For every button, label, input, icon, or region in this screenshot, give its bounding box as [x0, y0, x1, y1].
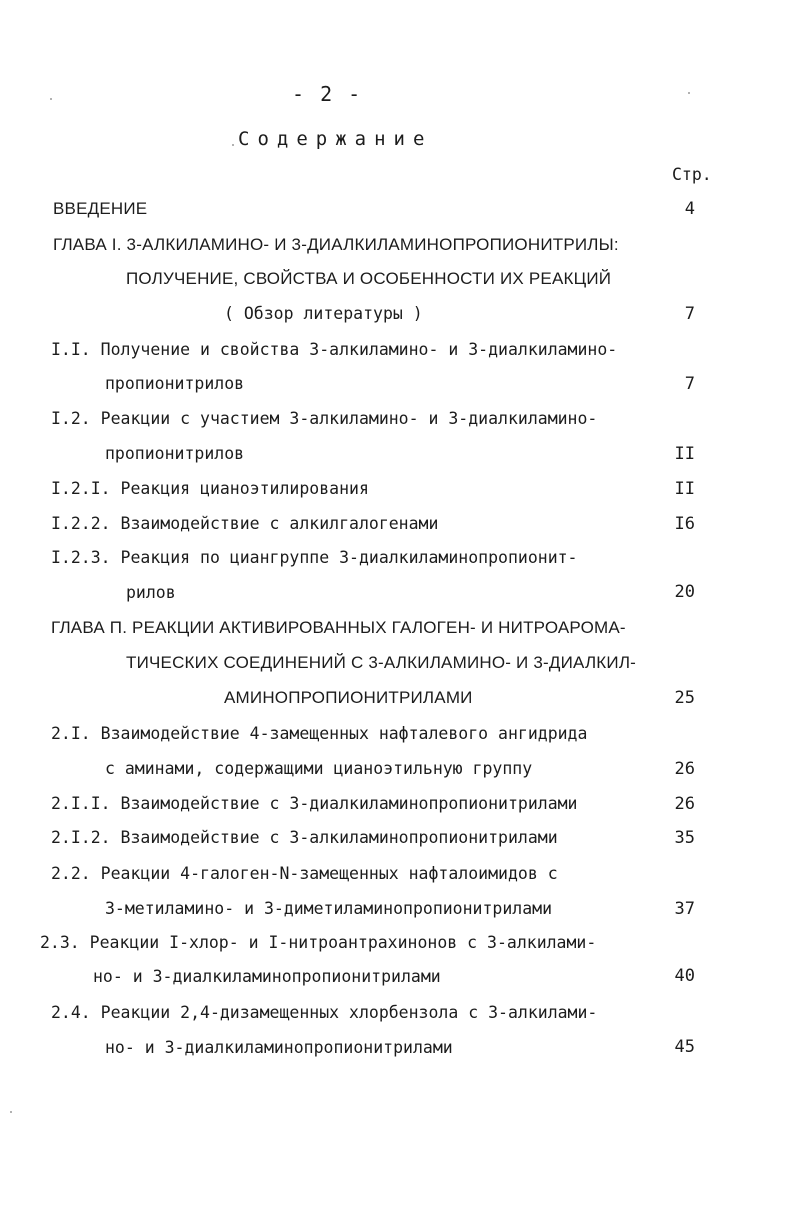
toc-entry-text: 2.2. Реакции 4-галоген-N-замещенных нафталоимидов с: [51, 864, 558, 883]
scan-speck: [688, 92, 690, 94]
toc-entry-text: ВВЕДЕНИЕ: [53, 199, 148, 218]
toc-entry-text: 3-метиламино- и 3-диметиламинопропионитрилами: [105, 899, 553, 918]
toc-entry-page: 25: [674, 688, 695, 708]
toc-entry-page: 26: [674, 759, 695, 779]
toc-entry-page: 26: [674, 794, 695, 814]
toc-entry-page: II: [674, 479, 695, 499]
toc-entry-text: I.2. Реакции с участием 3-алкиламино- и 3-диалкиламино-: [51, 409, 598, 428]
toc-entry-text: ТИЧЕСКИХ СОЕДИНЕНИЙ С 3-АЛКИЛАМИНО- И 3-ДИАЛКИЛ-: [126, 653, 637, 672]
scan-speck: [10, 1111, 12, 1113]
toc-entry-page: 40: [674, 966, 695, 986]
toc-entry-text: АМИНОПРОПИОНИТРИЛАМИ: [224, 688, 473, 707]
toc-entry-page: 35: [674, 828, 695, 848]
toc-entry-text: пропионитрилов: [105, 374, 245, 393]
page-column-label: Стр.: [672, 165, 712, 184]
toc-entry-page: 4: [684, 199, 695, 219]
toc-entry-text: пропионитрилов: [105, 444, 245, 463]
toc-entry-page: I6: [674, 514, 695, 534]
toc-entry-text: 2.I. Взаимодействие 4-замещенных нафталевого ангидрида: [51, 724, 588, 743]
toc-entry-text: ГЛАВА П. РЕАКЦИИ АКТИВИРОВАННЫХ ГАЛОГЕН- И НИТРОАРОМА-: [51, 618, 626, 637]
toc-entry-text: I.2.I. Реакция цианоэтилирования: [51, 479, 369, 498]
toc-entry-page: II: [674, 444, 695, 464]
toc-entry-page: 7: [684, 374, 695, 394]
page-title: Содержание: [238, 128, 433, 150]
scan-speck: [232, 144, 234, 146]
toc-entry-text: 2.I.2. Взаимодействие с 3-алкиламинопропионитрилами: [51, 828, 558, 847]
toc-entry-page: 7: [684, 304, 695, 324]
scan-speck: [50, 98, 52, 100]
toc-entry-page: 20: [674, 582, 695, 602]
toc-entry-text: ПОЛУЧЕНИЕ, СВОЙСТВА И ОСОБЕННОСТИ ИХ РЕАКЦИЙ: [126, 269, 612, 288]
toc-entry-text: с аминами, содержащими цианоэтильную группу: [105, 759, 533, 778]
toc-entry-text: 2.3. Реакции I-хлор- и I-нитроантрахинонов с 3-алкилами-: [40, 933, 597, 952]
toc-entry-text: I.I. Получение и свойства 3-алкиламино- и 3-диалкиламино-: [51, 340, 618, 359]
toc-entry-text: но- и 3-диалкиламинопропионитрилами: [93, 967, 441, 986]
toc-entry-text: I.2.3. Реакция по циангруппе 3-диалкиламинопропионит-: [51, 548, 578, 567]
toc-entry-text: ГЛАВА I. 3-АЛКИЛАМИНО- И 3-ДИАЛКИЛАМИНОПРОПИОНИТРИЛЫ:: [53, 235, 619, 254]
page-number: - 2 -: [292, 82, 363, 106]
toc-entry-text: но- и 3-диалкиламинопропионитрилами: [105, 1038, 453, 1057]
toc-entry-text: I.2.2. Взаимодействие с алкилгалогенами: [51, 514, 439, 533]
toc-entry-text: рилов: [126, 583, 176, 602]
toc-entry-text: 2.4. Реакции 2,4-дизамещенных хлорбензола с 3-алкилами-: [51, 1003, 598, 1022]
toc-entry-text: 2.I.I. Взаимодействие с 3-диалкиламинопропионитрилами: [51, 794, 578, 813]
toc-entry-page: 37: [674, 899, 695, 919]
toc-entry-page: 45: [674, 1037, 695, 1057]
toc-entry-text: ( Обзор литературы ): [224, 304, 423, 323]
